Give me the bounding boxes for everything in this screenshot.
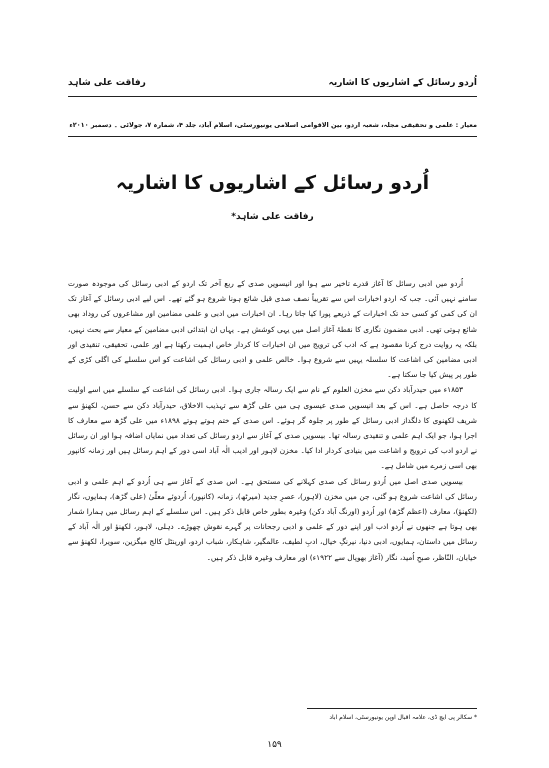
page-number: ۱۵۹ — [267, 740, 282, 750]
source-rule — [68, 136, 477, 137]
article-author: رفاقت علی شاہد* — [231, 212, 314, 222]
article-body — [68, 276, 477, 565]
footnote: * سکالر پی ایچ ڈی، علامہ اقبال اوپن یونیورسٹی، اسلام آباد — [329, 714, 477, 721]
footnote-rule — [307, 708, 477, 709]
article-title: اُردو رسائل کے اشاریوں کا اشاریہ — [115, 172, 430, 194]
source-line: معیار : علمی و تحقیقی مجلہ، شعبہ اردو، بین الاقوامی اسلامی یونیورسٹی، اسلام آباد، جلد ۴، شمارہ ۷، جولائی ۔ دسمبر ۲۰۱۰ء — [69, 121, 477, 129]
paragraph: اُردو میں ادبی رسائل کا آغاز قدرے تاخیر سے ہوا اور انیسویں صدی کے ربع آخر تک اردو کے ادبی رسائل کی موجودہ صورت سامنے نہیں آئی۔ جب کہ اردو اخبارات اس سے تقریباً نصف صدی قبل شائع ہونا شروع ہو گئے تھے۔ اس لیے ادبی رسائل کے آغاز تک ان کی کمی کو کسی حد تک اخبارات کے ذریعے پورا کیا جاتا رہا۔ ان اخبارات میں ادبی و علمی مضامین اور مشاعروں کی روداد بھی شائع ہوتی تھی۔ ادبی مضمون نگاری کا نقطۂ آغاز اصل میں یہی کوشش ہے۔ یہاں ان ابتدائی ادبی مضامین کے معیار سے بحث نہیں، بلکہ یہ روایت درج کرنا مقصود ہے کہ ادب کی ترویج میں ان اخبارات کا کردار خاص اہمیت رکھتا ہے اور علمی، تحقیقی، تنقیدی اور ادبی مضامین کی اشاعت کا سلسلہ یہیں سے شروع ہوا۔ خالص علمی و ادبی رسائل کی اشاعت کو اس سلسلے کی اگلی کڑی کے طور پر پیش کیا جا سکتا ہے۔ — [68, 279, 477, 380]
paragraph: بیسویں صدی اصل میں اُردو رسائل کی صدی کہلانے کی مستحق ہے۔ اس صدی کے آغاز سے ہی اُردو کے اہم علمی و ادبی رسائل کی اشاعت شروع ہو گئی، جن میں مخزن (لاہور)، عصرِ جدید (میرٹھ)، زمانہ (کانپور)، اُردوئے معلّیٰ (علی گڑھ)، ہمایوں، نگار (لکھنؤ)، معارف (اعظم گڑھ) اور اُردو (اورنگ آباد دکن) وغیرہ بطور خاص قابل ذکر ہیں۔ اس سلسلے کے اہم رسائل میں ہمارا شمار بھی ہوتا ہے جنھوں نے اُردو ادب اور اپنے دور کے علمی و ادبی رجحانات پر گہرے نقوش چھوڑے۔ دہلی، لاہور، لکھنؤ اور الٰہ آباد کے رسائل میں داستان، ہمایوں، ادبی دنیا، نیرنگِ خیال، ادبِ لطیف، عالمگیر، شاہکار، شباب اردو، اورینٹل کالج میگزین، سویرا، لکھنؤ سے خیابان، النّاظر، صبحِ اُمید، نگار (آغاز بھوپال سے ۱۹۲۲ء) اور معارف وغیرہ قابل ذکر ہیں۔ — [68, 476, 477, 562]
paragraph: ۱۸۵۳ء میں حیدرآباد دکن سے مخزن العلوم کے نام سے ایک رسالہ جاری ہوا۔ ادبی رسائل کی اشاعت کے سلسلے میں اسے اولیت کا درجہ حاصل ہے۔ اس کے بعد انیسویں صدی عیسوی ہی میں علی گڑھ سے تہذیب الاخلاق، حیدرآباد دکن سے حسن، لکھنؤ سے شریف لکھنوی کا دلگداز ادبی رسائل کے طور پر جلوہ گر ہوئے۔ اس صدی کے ختم ہوتے ہوتے ۱۸۹۸ء میں علی گڑھ سے معارف کا اجرا ہوا، جو ایک اہم علمی و تنقیدی رسالہ تھا۔ بیسویں صدی کے آغاز سے اردو رسائل کی تعداد میں نمایاں اضافہ ہوا اور ان رسائل نے اردو ادب کی ترویج و اشاعت میں بنیادی کردار ادا کیا۔ مخزن لاہور اور ادیب الٰہ آباد اسی دور کے اہم رسائل ہیں اور زمانہ کانپور بھی اسی زمرے میں شامل ہے۔ — [68, 385, 477, 471]
running-author: رفاقت علی شاہد — [68, 78, 146, 88]
running-title: اُردو رسائل کے اشاریوں کا اشاریہ — [328, 78, 477, 88]
header-rule — [68, 96, 477, 97]
